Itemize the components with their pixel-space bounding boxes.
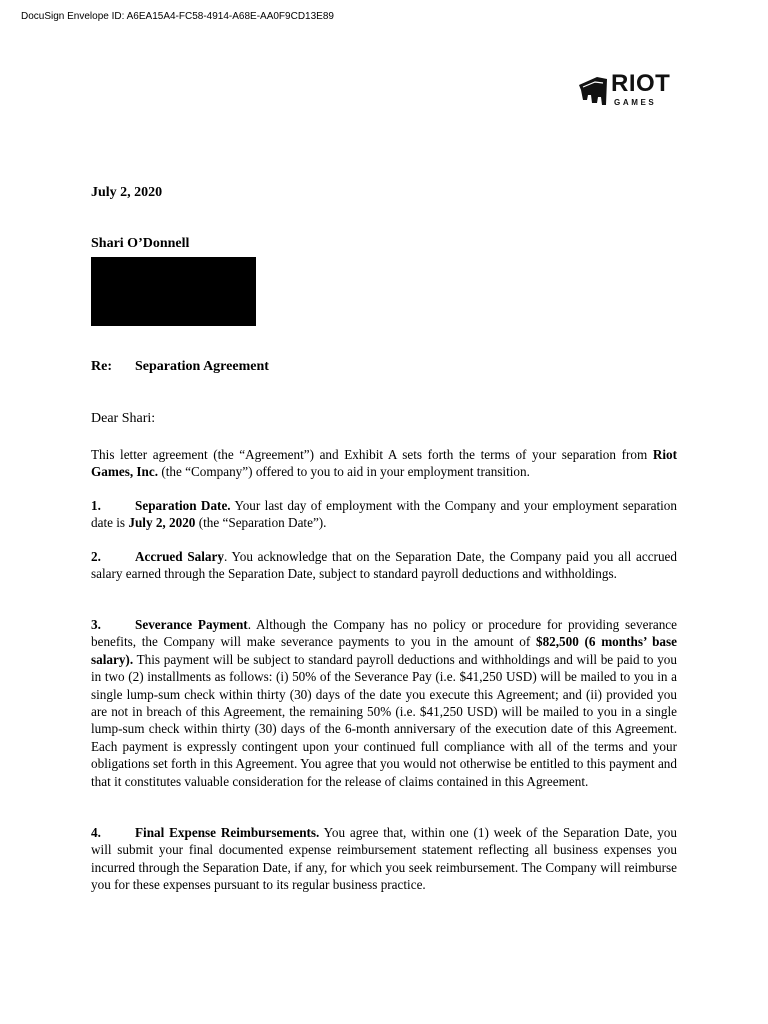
section-final-expense-reimbursements [91,824,677,894]
section-text-end: (the “Separation Date”). [195,515,327,531]
subject-label: Re: [91,359,112,374]
section-text: . You acknowledge that on the Separation Date, the Company paid you all accrued salary earned through the Separation Date, subject to standard payroll deductions and withholdings. [91,549,677,582]
section-severance-payment [91,616,677,790]
company-name: Riot Games, Inc. [91,447,677,480]
section-heading: Separation Date. [135,498,231,513]
riot-fist-icon [578,76,608,106]
section-heading: Accrued Salary [135,549,224,564]
riot-games-logo [578,70,678,110]
severance-amount: $82,500 (6 months’ base salary). [91,634,677,667]
section-number: 2. [91,549,101,564]
section-number: 1. [91,498,101,513]
section-number: 3. [91,617,101,632]
intro-text: This letter agreement (the “Agreement”) and Exhibit A sets forth the terms of your separation from [91,447,653,462]
section-heading: Final Expense Reimbursements. [135,825,320,840]
section-accrued-salary [91,548,677,583]
section-heading: Severance Payment [135,617,248,632]
section-text: . Although the Company has no policy or procedure for providing severance benefits, the Company will make severance payments to you in the amount of [91,617,677,650]
section-separation-date [91,497,677,532]
redacted-address-block [91,257,256,326]
subject-line [91,359,269,375]
logo-brand-text: RIOT [611,70,671,97]
section-text: Your last day of employment with the Company and your employment separation date is [91,498,677,531]
section-text-end: This payment will be subject to standard payroll deductions and withholdings and will be paid to you in two (2) installments as follows: (i) 50% of the Severance Pay (i.e. $41,250 USD) will be mailed to you in a single lump-sum check within thirty (30) days of the date you execute this Agreement; and (ii) provided you are not in breach of this Agreement, the remaining 50% (i.e. $41,250 USD) will be mailed to you in a single lump-sum check within thirty (30) days of the 6-month anniversary of the execution date of this Agreement. Each payment is expressly contingent upon your continued full compliance with all of the terms and your obligations set forth in this Agreement. You agree that you would not otherwise be entitled to this payment and that it constitutes valuable consideration for the release of claims contained in this Agreement. [91,651,677,789]
section-text: You agree that, within one (1) week of the Separation Date, you will submit your final documented expense reimbursement statement reflecting all business expenses you incurred through the Separation Date, if any, for which you seek reimbursement. The Company will reimburse you for these expenses pursuant to its regular business practice. [91,825,677,893]
logo-sub-text: GAMES [614,98,657,107]
letter-date: July 2, 2020 [91,185,163,200]
separation-date-value: July 2, 2020 [128,515,196,531]
subject-text: Separation Agreement [135,359,269,374]
docusign-envelope-id: DocuSign Envelope ID: A6EA15A4-FC58-4914-A68E-AA0F9CD13E89 [21,11,334,22]
recipient-name: Shari O’Donnell [91,236,190,251]
section-number: 4. [91,825,101,840]
intro-paragraph [91,446,677,481]
intro-text-end: (the “Company”) offered to you to aid in your employment transition. [158,464,530,480]
salutation: Dear Shari: [91,411,156,426]
